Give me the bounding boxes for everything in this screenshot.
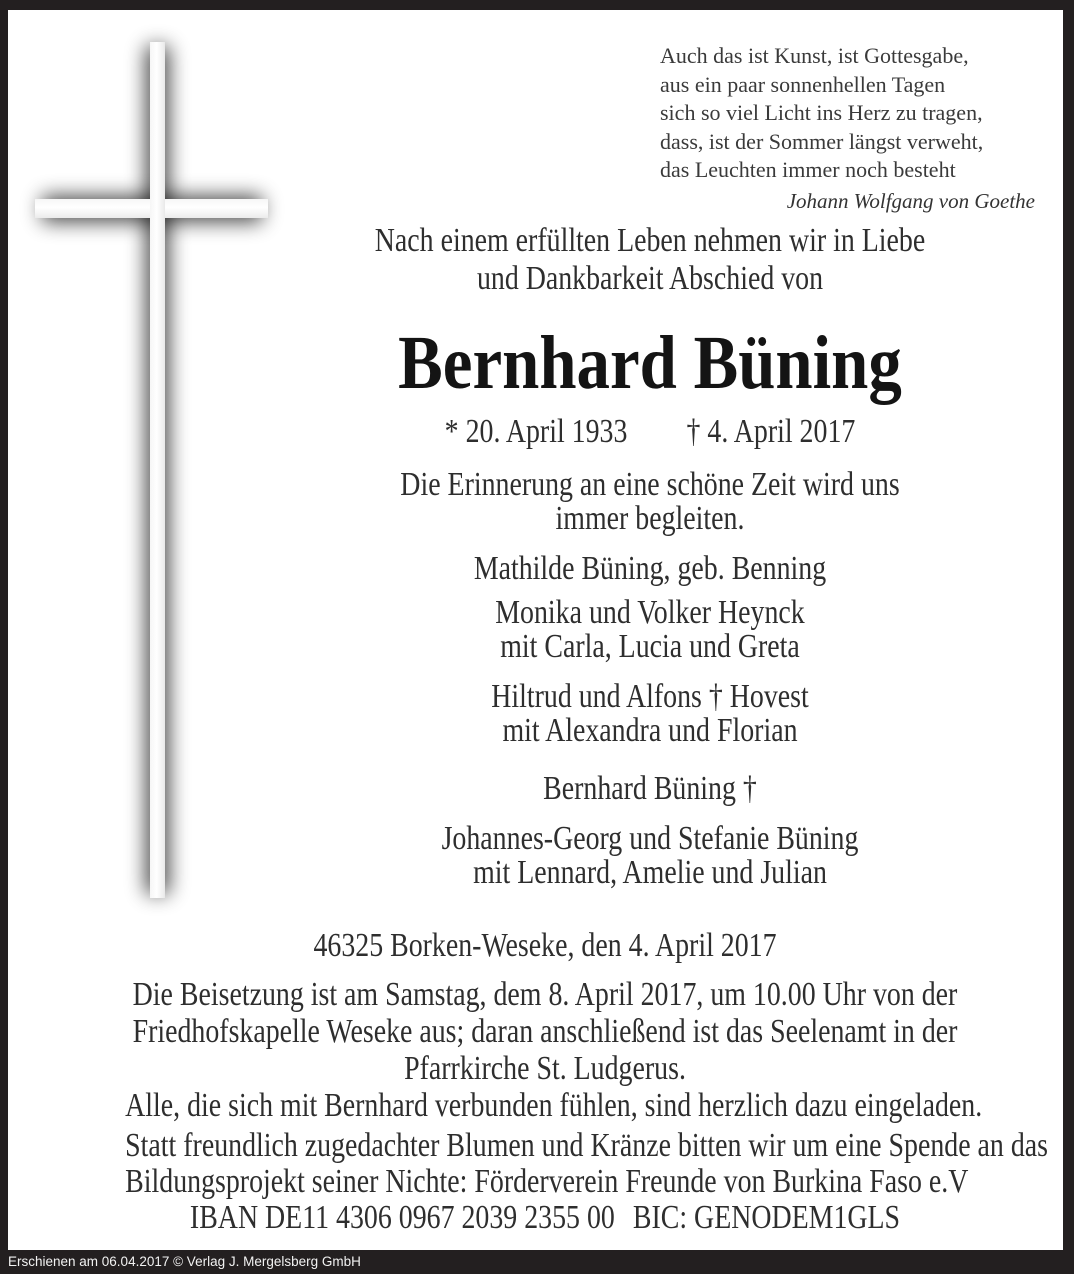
intro-line-1: Nach einem erfüllten Leben nehmen wir in Liebe <box>374 222 926 259</box>
poem-block <box>660 42 1035 215</box>
life-dates <box>314 414 986 450</box>
bank-details-line <box>125 1200 965 1236</box>
funeral-line-1: Die Beisetzung ist am Samstag, dem 8. April 2017, um 10.00 Uhr von der <box>132 976 958 1013</box>
place-date-line: 46325 Borken-Weseke, den 4. April 2017 <box>313 927 777 964</box>
mourner-line: mit Lennard, Amelie und Julian <box>473 854 827 891</box>
frame-border-top <box>0 0 1074 10</box>
main-text-block <box>240 222 1060 890</box>
donation-line-2: Bildungsprojekt seiner Nichte: Förderverein Freunde von Burkina Faso e.V <box>125 1163 969 1200</box>
publisher-footer-band <box>0 1250 1074 1274</box>
funeral-line-4: Alle, die sich mit Bernhard verbunden fühlen, sind herzlich dazu eingeladen. <box>125 1087 983 1124</box>
memorial-line-2: immer begleiten. <box>555 500 745 537</box>
mourner-line: mit Carla, Lucia und Greta <box>500 628 800 665</box>
intro-line-2: und Dankbarkeit Abschied von <box>476 260 824 297</box>
mourner-line: Bernhard Büning † <box>543 770 757 807</box>
frame-border-right <box>1063 0 1074 1274</box>
poem-line: dass, ist der Sommer längst verweht, <box>660 128 984 154</box>
mourner-line: Hiltrud und Alfons † Hovest <box>491 678 809 715</box>
birth-date: * 20. April 1933 <box>444 413 628 450</box>
funeral-line-3: Pfarrkirche St. Ludgerus. <box>404 1050 686 1087</box>
death-date: † 4. April 2017 <box>686 413 856 450</box>
frame-border-left <box>0 0 8 1274</box>
poem-line: Auch das ist Kunst, ist Gottesgabe, <box>660 43 969 68</box>
iban-value: IBAN DE11 4306 0967 2039 2355 00 <box>189 1199 615 1236</box>
deceased-name: Bernhard Büning <box>398 321 902 405</box>
funeral-line-2: Friedhofskapelle Weseke aus; daran anschließend ist das Seelenamt in der <box>132 1013 958 1050</box>
poem-line: das Leuchten immer noch besteht <box>660 157 956 182</box>
bottom-text-block <box>33 928 1057 1236</box>
bic-value: BIC: GENODEM1GLS <box>632 1199 901 1236</box>
memorial-line-1: Die Erinnerung an eine schöne Zeit wird uns <box>400 466 900 503</box>
poem-line: sich so viel Licht ins Herz zu tragen, <box>660 100 983 125</box>
mourner-line: Mathilde Büning, geb. Benning <box>473 550 827 587</box>
poem-author: Johann Wolfgang von Goethe <box>786 188 1035 213</box>
donation-line-1: Statt freundlich zugedachter Blumen und Kränze bitten wir um eine Spende an das <box>125 1127 1049 1164</box>
publisher-footer-text: Erschienen am 06.04.2017 © Verlag J. Mergelsberg GmbH <box>8 1254 361 1269</box>
cross-bar-vertical <box>150 42 165 898</box>
mourner-line: Monika und Volker Heynck <box>495 594 805 631</box>
mourner-line: mit Alexandra und Florian <box>502 712 798 749</box>
mourner-line: Johannes-Georg und Stefanie Büning <box>441 820 859 857</box>
poem-line: aus ein paar sonnenhellen Tagen <box>660 71 946 97</box>
